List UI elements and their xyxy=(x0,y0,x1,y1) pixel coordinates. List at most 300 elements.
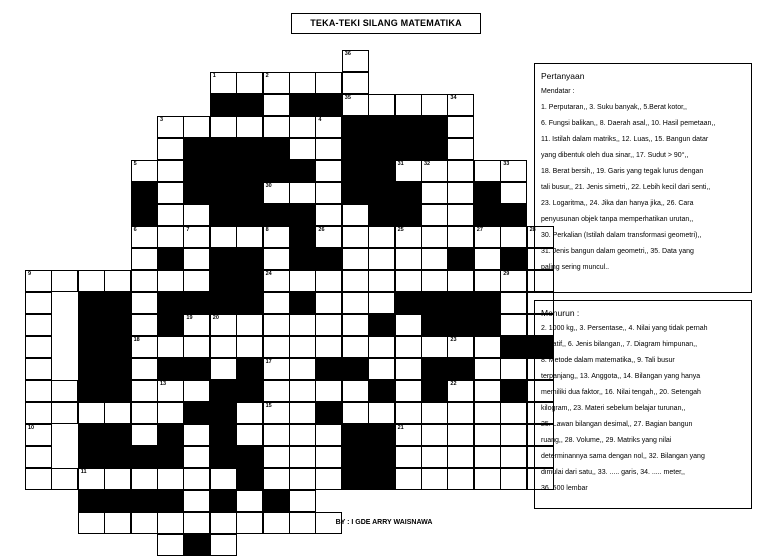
answer-cell[interactable] xyxy=(315,446,342,468)
blocked-cell xyxy=(447,248,474,270)
answer-cell[interactable] xyxy=(447,160,474,182)
clue-number: 3 xyxy=(160,117,164,123)
answer-cell[interactable] xyxy=(500,446,527,468)
answer-cell[interactable] xyxy=(263,402,290,424)
answer-cell[interactable] xyxy=(289,182,316,204)
answer-cell[interactable] xyxy=(183,490,210,512)
blocked-cell xyxy=(78,424,105,446)
clue-number: 4 xyxy=(318,117,322,123)
answer-cell[interactable] xyxy=(315,160,342,182)
answer-cell[interactable] xyxy=(500,182,527,204)
answer-cell[interactable] xyxy=(395,248,422,270)
answer-cell[interactable] xyxy=(395,226,422,248)
blocked-cell xyxy=(210,138,237,160)
answer-cell[interactable] xyxy=(263,424,290,446)
answer-cell[interactable] xyxy=(131,336,158,358)
blocked-cell xyxy=(500,248,527,270)
across-subheading: Mendatar : xyxy=(541,88,575,95)
blocked-cell xyxy=(395,116,422,138)
blocked-cell xyxy=(342,424,369,446)
answer-cell[interactable] xyxy=(421,94,448,116)
down-clue-line: 36. 500 lembar xyxy=(541,485,588,492)
answer-cell[interactable] xyxy=(104,270,131,292)
answer-cell[interactable] xyxy=(183,446,210,468)
answer-cell[interactable] xyxy=(447,402,474,424)
blocked-cell xyxy=(210,270,237,292)
answer-cell[interactable] xyxy=(447,182,474,204)
answer-cell[interactable] xyxy=(289,270,316,292)
clues-heading: Pertanyaan xyxy=(541,71,585,81)
clue-number: 18 xyxy=(133,337,140,343)
clue-number: 13 xyxy=(160,381,167,387)
blocked-cell xyxy=(368,116,395,138)
blocked-cell xyxy=(421,314,448,336)
answer-cell[interactable] xyxy=(500,270,527,292)
answer-cell[interactable] xyxy=(289,424,316,446)
answer-cell[interactable] xyxy=(157,468,184,490)
blocked-cell xyxy=(157,490,184,512)
answer-cell[interactable] xyxy=(315,336,342,358)
clue-number: 19 xyxy=(186,315,193,321)
blocked-cell xyxy=(236,94,263,116)
answer-cell[interactable] xyxy=(500,424,527,446)
clue-number: 26 xyxy=(318,227,325,233)
blocked-cell xyxy=(210,160,237,182)
answer-cell[interactable] xyxy=(447,204,474,226)
answer-cell[interactable] xyxy=(236,424,263,446)
blocked-cell xyxy=(421,380,448,402)
across-clue-line: penyusunan objek tanpa memperhatikan urutan,, xyxy=(541,216,694,223)
answer-cell[interactable] xyxy=(263,182,290,204)
answer-cell[interactable] xyxy=(236,336,263,358)
answer-cell[interactable] xyxy=(421,424,448,446)
answer-cell[interactable] xyxy=(447,94,474,116)
answer-cell[interactable] xyxy=(500,160,527,182)
answer-cell[interactable] xyxy=(289,446,316,468)
clue-number: 10 xyxy=(28,425,35,431)
answer-cell[interactable] xyxy=(421,204,448,226)
answer-cell[interactable] xyxy=(421,270,448,292)
blocked-cell xyxy=(131,182,158,204)
blocked-cell xyxy=(395,182,422,204)
blocked-cell xyxy=(342,116,369,138)
blocked-cell xyxy=(157,446,184,468)
answer-cell[interactable] xyxy=(25,292,52,314)
blocked-cell xyxy=(315,94,342,116)
blocked-cell xyxy=(210,248,237,270)
answer-cell[interactable] xyxy=(289,314,316,336)
blocked-cell xyxy=(210,380,237,402)
answer-cell[interactable] xyxy=(342,204,369,226)
blocked-cell xyxy=(157,424,184,446)
answer-cell[interactable] xyxy=(157,138,184,160)
answer-cell[interactable] xyxy=(474,380,501,402)
clue-number: 29 xyxy=(503,271,510,277)
answer-cell[interactable] xyxy=(263,358,290,380)
answer-cell[interactable] xyxy=(183,204,210,226)
answer-cell[interactable] xyxy=(263,116,290,138)
answer-cell[interactable] xyxy=(157,116,184,138)
answer-cell[interactable] xyxy=(315,468,342,490)
answer-cell[interactable] xyxy=(78,270,105,292)
answer-cell[interactable] xyxy=(342,270,369,292)
clue-number: 21 xyxy=(397,425,404,431)
answer-cell[interactable] xyxy=(421,248,448,270)
answer-cell[interactable] xyxy=(395,160,422,182)
blocked-cell xyxy=(104,314,131,336)
answer-cell[interactable] xyxy=(25,424,52,446)
answer-cell[interactable] xyxy=(104,468,131,490)
answer-cell[interactable] xyxy=(157,402,184,424)
answer-cell[interactable] xyxy=(342,314,369,336)
answer-cell[interactable] xyxy=(51,468,78,490)
answer-cell[interactable] xyxy=(342,226,369,248)
answer-cell[interactable] xyxy=(236,314,263,336)
blocked-cell xyxy=(104,358,131,380)
answer-cell[interactable] xyxy=(131,468,158,490)
blocked-cell xyxy=(210,94,237,116)
blocked-cell xyxy=(210,446,237,468)
clue-number: 2 xyxy=(265,73,269,79)
answer-cell[interactable] xyxy=(183,270,210,292)
blocked-cell xyxy=(157,248,184,270)
answer-cell[interactable] xyxy=(474,446,501,468)
down-clue-line: 8. Metode dalam matematika,, 9. Tali busur xyxy=(541,357,675,364)
answer-cell[interactable] xyxy=(342,402,369,424)
answer-cell[interactable] xyxy=(342,380,369,402)
answer-cell[interactable] xyxy=(131,248,158,270)
answer-cell[interactable] xyxy=(368,336,395,358)
answer-cell[interactable] xyxy=(236,402,263,424)
answer-cell[interactable] xyxy=(395,314,422,336)
answer-cell[interactable] xyxy=(131,292,158,314)
answer-cell[interactable] xyxy=(157,160,184,182)
answer-cell[interactable] xyxy=(78,402,105,424)
blocked-cell xyxy=(210,424,237,446)
answer-cell[interactable] xyxy=(421,226,448,248)
blocked-cell xyxy=(500,336,527,358)
clue-number: 17 xyxy=(265,359,272,365)
answer-cell[interactable] xyxy=(51,380,78,402)
blocked-cell xyxy=(263,160,290,182)
blocked-cell xyxy=(315,358,342,380)
answer-cell[interactable] xyxy=(342,248,369,270)
answer-cell[interactable] xyxy=(236,72,263,94)
down-clues-panel xyxy=(534,300,752,509)
answer-cell[interactable] xyxy=(25,314,52,336)
answer-cell[interactable] xyxy=(447,468,474,490)
clue-number: 24 xyxy=(265,271,272,277)
across-clue-line: tali busur,, 21. Jenis simetri,, 22. Lebih kecil dari senti,, xyxy=(541,184,711,191)
blocked-cell xyxy=(395,204,422,226)
answer-cell[interactable] xyxy=(421,336,448,358)
answer-cell[interactable] xyxy=(25,336,52,358)
answer-cell[interactable] xyxy=(183,380,210,402)
blocked-cell xyxy=(342,358,369,380)
answer-cell[interactable] xyxy=(263,336,290,358)
answer-cell[interactable] xyxy=(315,424,342,446)
answer-cell[interactable] xyxy=(315,116,342,138)
answer-cell[interactable] xyxy=(263,72,290,94)
answer-cell[interactable] xyxy=(131,358,158,380)
answer-cell[interactable] xyxy=(342,94,369,116)
answer-cell[interactable] xyxy=(395,424,422,446)
clue-number: 11 xyxy=(80,469,87,475)
answer-cell[interactable] xyxy=(447,116,474,138)
answer-cell[interactable] xyxy=(157,204,184,226)
blocked-cell xyxy=(236,358,263,380)
answer-cell[interactable] xyxy=(289,402,316,424)
answer-cell[interactable] xyxy=(25,446,52,468)
answer-cell[interactable] xyxy=(500,226,527,248)
answer-cell[interactable] xyxy=(342,50,369,72)
answer-cell[interactable] xyxy=(421,182,448,204)
answer-cell[interactable] xyxy=(474,160,501,182)
answer-cell[interactable] xyxy=(25,468,52,490)
answer-cell[interactable] xyxy=(51,270,78,292)
clue-number: 1 xyxy=(212,73,216,79)
answer-cell[interactable] xyxy=(315,138,342,160)
answer-cell[interactable] xyxy=(474,248,501,270)
blocked-cell xyxy=(447,358,474,380)
answer-cell[interactable] xyxy=(395,336,422,358)
answer-cell[interactable] xyxy=(368,402,395,424)
answer-cell[interactable] xyxy=(236,116,263,138)
answer-cell[interactable] xyxy=(289,138,316,160)
down-clue-line: 25. Lawan bilangan desimal,, 27. Bagian bangun xyxy=(541,421,693,428)
blocked-cell xyxy=(263,204,290,226)
answer-cell[interactable] xyxy=(157,182,184,204)
answer-cell[interactable] xyxy=(157,534,184,556)
answer-cell[interactable] xyxy=(25,380,52,402)
answer-cell[interactable] xyxy=(289,468,316,490)
answer-cell[interactable] xyxy=(25,402,52,424)
answer-cell[interactable] xyxy=(236,490,263,512)
blocked-cell xyxy=(289,160,316,182)
answer-cell[interactable] xyxy=(157,336,184,358)
clue-number: 22 xyxy=(450,381,457,387)
answer-cell[interactable] xyxy=(131,226,158,248)
answer-cell[interactable] xyxy=(447,336,474,358)
answer-cell[interactable] xyxy=(447,270,474,292)
answer-cell[interactable] xyxy=(131,424,158,446)
answer-cell[interactable] xyxy=(157,226,184,248)
across-clue-line: 11. Istilah dalam matriks,, 12. Luas,, 15. Bangun datar xyxy=(541,136,709,143)
answer-cell[interactable] xyxy=(447,138,474,160)
answer-cell[interactable] xyxy=(500,468,527,490)
answer-cell[interactable] xyxy=(474,270,501,292)
blocked-cell xyxy=(104,292,131,314)
answer-cell[interactable] xyxy=(104,402,131,424)
clue-number: 28 xyxy=(529,227,536,233)
answer-cell[interactable] xyxy=(474,336,501,358)
answer-cell[interactable] xyxy=(183,468,210,490)
clue-number: 20 xyxy=(212,315,219,321)
answer-cell[interactable] xyxy=(368,226,395,248)
across-clues-panel xyxy=(534,63,752,293)
clue-number: 31 xyxy=(397,161,404,167)
blocked-cell xyxy=(342,468,369,490)
down-clue-line: ruang,, 28. Volume,, 29. Matriks yang nilai xyxy=(541,437,672,444)
answer-cell[interactable] xyxy=(131,380,158,402)
answer-cell[interactable] xyxy=(289,72,316,94)
answer-cell[interactable] xyxy=(395,270,422,292)
answer-cell[interactable] xyxy=(183,248,210,270)
puzzle-title: TEKA-TEKI SILANG MATEMATIKA xyxy=(291,13,481,34)
answer-cell[interactable] xyxy=(315,72,342,94)
across-clue-line: yang dibentuk oleh dua sinar,, 17. Sudut > 90°,, xyxy=(541,152,689,159)
answer-cell[interactable] xyxy=(395,446,422,468)
blocked-cell xyxy=(78,446,105,468)
blocked-cell xyxy=(78,314,105,336)
answer-cell[interactable] xyxy=(210,226,237,248)
blocked-cell xyxy=(104,380,131,402)
answer-cell[interactable] xyxy=(183,116,210,138)
blocked-cell xyxy=(395,138,422,160)
answer-cell[interactable] xyxy=(342,336,369,358)
clue-number: 27 xyxy=(476,227,483,233)
clue-number: 32 xyxy=(424,161,431,167)
blocked-cell xyxy=(368,160,395,182)
answer-cell[interactable] xyxy=(447,446,474,468)
answer-cell[interactable] xyxy=(263,314,290,336)
answer-cell[interactable] xyxy=(474,424,501,446)
answer-cell[interactable] xyxy=(368,94,395,116)
answer-cell[interactable] xyxy=(263,248,290,270)
blocked-cell xyxy=(342,182,369,204)
clue-number: 5 xyxy=(133,161,137,167)
answer-cell[interactable] xyxy=(315,226,342,248)
answer-cell[interactable] xyxy=(342,292,369,314)
answer-cell[interactable] xyxy=(263,468,290,490)
blocked-cell xyxy=(78,358,105,380)
blocked-cell xyxy=(421,292,448,314)
answer-cell[interactable] xyxy=(368,358,395,380)
answer-cell[interactable] xyxy=(236,226,263,248)
blocked-cell xyxy=(236,182,263,204)
blocked-cell xyxy=(104,490,131,512)
answer-cell[interactable] xyxy=(25,270,52,292)
answer-cell[interactable] xyxy=(78,468,105,490)
down-clue-line: dimulai dari satu,, 33. ..... garis, 34. ..... meter,, xyxy=(541,469,685,476)
answer-cell[interactable] xyxy=(210,314,237,336)
answer-cell[interactable] xyxy=(131,160,158,182)
blocked-cell xyxy=(368,138,395,160)
answer-cell[interactable] xyxy=(263,380,290,402)
blocked-cell xyxy=(342,446,369,468)
answer-cell[interactable] xyxy=(315,182,342,204)
answer-cell[interactable] xyxy=(447,380,474,402)
answer-cell[interactable] xyxy=(289,336,316,358)
answer-cell[interactable] xyxy=(183,314,210,336)
answer-cell[interactable] xyxy=(500,292,527,314)
answer-cell[interactable] xyxy=(263,270,290,292)
answer-cell[interactable] xyxy=(263,94,290,116)
answer-cell[interactable] xyxy=(157,380,184,402)
answer-cell[interactable] xyxy=(263,292,290,314)
blocked-cell xyxy=(131,204,158,226)
answer-cell[interactable] xyxy=(421,160,448,182)
answer-cell[interactable] xyxy=(315,204,342,226)
answer-cell[interactable] xyxy=(421,446,448,468)
answer-cell[interactable] xyxy=(289,116,316,138)
answer-cell[interactable] xyxy=(51,402,78,424)
across-clue-line: 1. Perputaran,, 3. Suku banyak,, 5.Berat kotor,, xyxy=(541,104,687,111)
answer-cell[interactable] xyxy=(210,358,237,380)
answer-cell[interactable] xyxy=(395,358,422,380)
answer-cell[interactable] xyxy=(395,468,422,490)
answer-cell[interactable] xyxy=(395,94,422,116)
answer-cell[interactable] xyxy=(315,292,342,314)
answer-cell[interactable] xyxy=(210,468,237,490)
answer-cell[interactable] xyxy=(131,402,158,424)
blocked-cell xyxy=(368,314,395,336)
blocked-cell xyxy=(289,226,316,248)
answer-cell[interactable] xyxy=(183,336,210,358)
answer-cell[interactable] xyxy=(289,490,316,512)
answer-cell[interactable] xyxy=(342,72,369,94)
answer-cell[interactable] xyxy=(289,380,316,402)
blocked-cell xyxy=(210,204,237,226)
answer-cell[interactable] xyxy=(421,402,448,424)
across-clue-line: 18. Berat bersih,, 19. Garis yang tegak lurus dengan xyxy=(541,168,704,175)
answer-cell[interactable] xyxy=(500,358,527,380)
clue-number: 33 xyxy=(503,161,510,167)
answer-cell[interactable] xyxy=(447,424,474,446)
answer-cell[interactable] xyxy=(500,314,527,336)
answer-cell[interactable] xyxy=(210,336,237,358)
answer-cell[interactable] xyxy=(183,424,210,446)
answer-cell[interactable] xyxy=(131,314,158,336)
answer-cell[interactable] xyxy=(500,402,527,424)
answer-cell[interactable] xyxy=(447,226,474,248)
blocked-cell xyxy=(368,380,395,402)
answer-cell[interactable] xyxy=(474,402,501,424)
answer-cell[interactable] xyxy=(183,226,210,248)
answer-cell[interactable] xyxy=(395,380,422,402)
answer-cell[interactable] xyxy=(289,358,316,380)
answer-cell[interactable] xyxy=(315,270,342,292)
answer-cell[interactable] xyxy=(131,270,158,292)
answer-cell[interactable] xyxy=(263,226,290,248)
answer-cell[interactable] xyxy=(368,292,395,314)
answer-cell[interactable] xyxy=(315,314,342,336)
answer-cell[interactable] xyxy=(263,446,290,468)
blocked-cell xyxy=(78,292,105,314)
answer-cell[interactable] xyxy=(474,468,501,490)
answer-cell[interactable] xyxy=(25,358,52,380)
clue-number: 25 xyxy=(397,227,404,233)
blocked-cell xyxy=(315,248,342,270)
clue-number: 6 xyxy=(133,227,137,233)
across-clue-line: 23. Logaritma,, 24. Jika dan hanya jika,, 26. Cara xyxy=(541,200,694,207)
blocked-cell xyxy=(131,446,158,468)
answer-cell[interactable] xyxy=(157,270,184,292)
down-clue-line: memiliki dua faktor,, 16. Nilai tengah,, 20. Setengah xyxy=(541,389,701,396)
answer-cell[interactable] xyxy=(474,358,501,380)
answer-cell[interactable] xyxy=(395,402,422,424)
answer-cell[interactable] xyxy=(210,116,237,138)
answer-cell[interactable] xyxy=(474,226,501,248)
down-clue-line: terpanjang,, 13. Anggota,, 14. Bilangan yang hanya xyxy=(541,373,701,380)
answer-cell[interactable] xyxy=(368,248,395,270)
answer-cell[interactable] xyxy=(210,534,237,556)
clue-number: 8 xyxy=(265,227,269,233)
answer-cell[interactable] xyxy=(315,380,342,402)
answer-cell[interactable] xyxy=(210,72,237,94)
answer-cell[interactable] xyxy=(368,270,395,292)
answer-cell[interactable] xyxy=(421,468,448,490)
